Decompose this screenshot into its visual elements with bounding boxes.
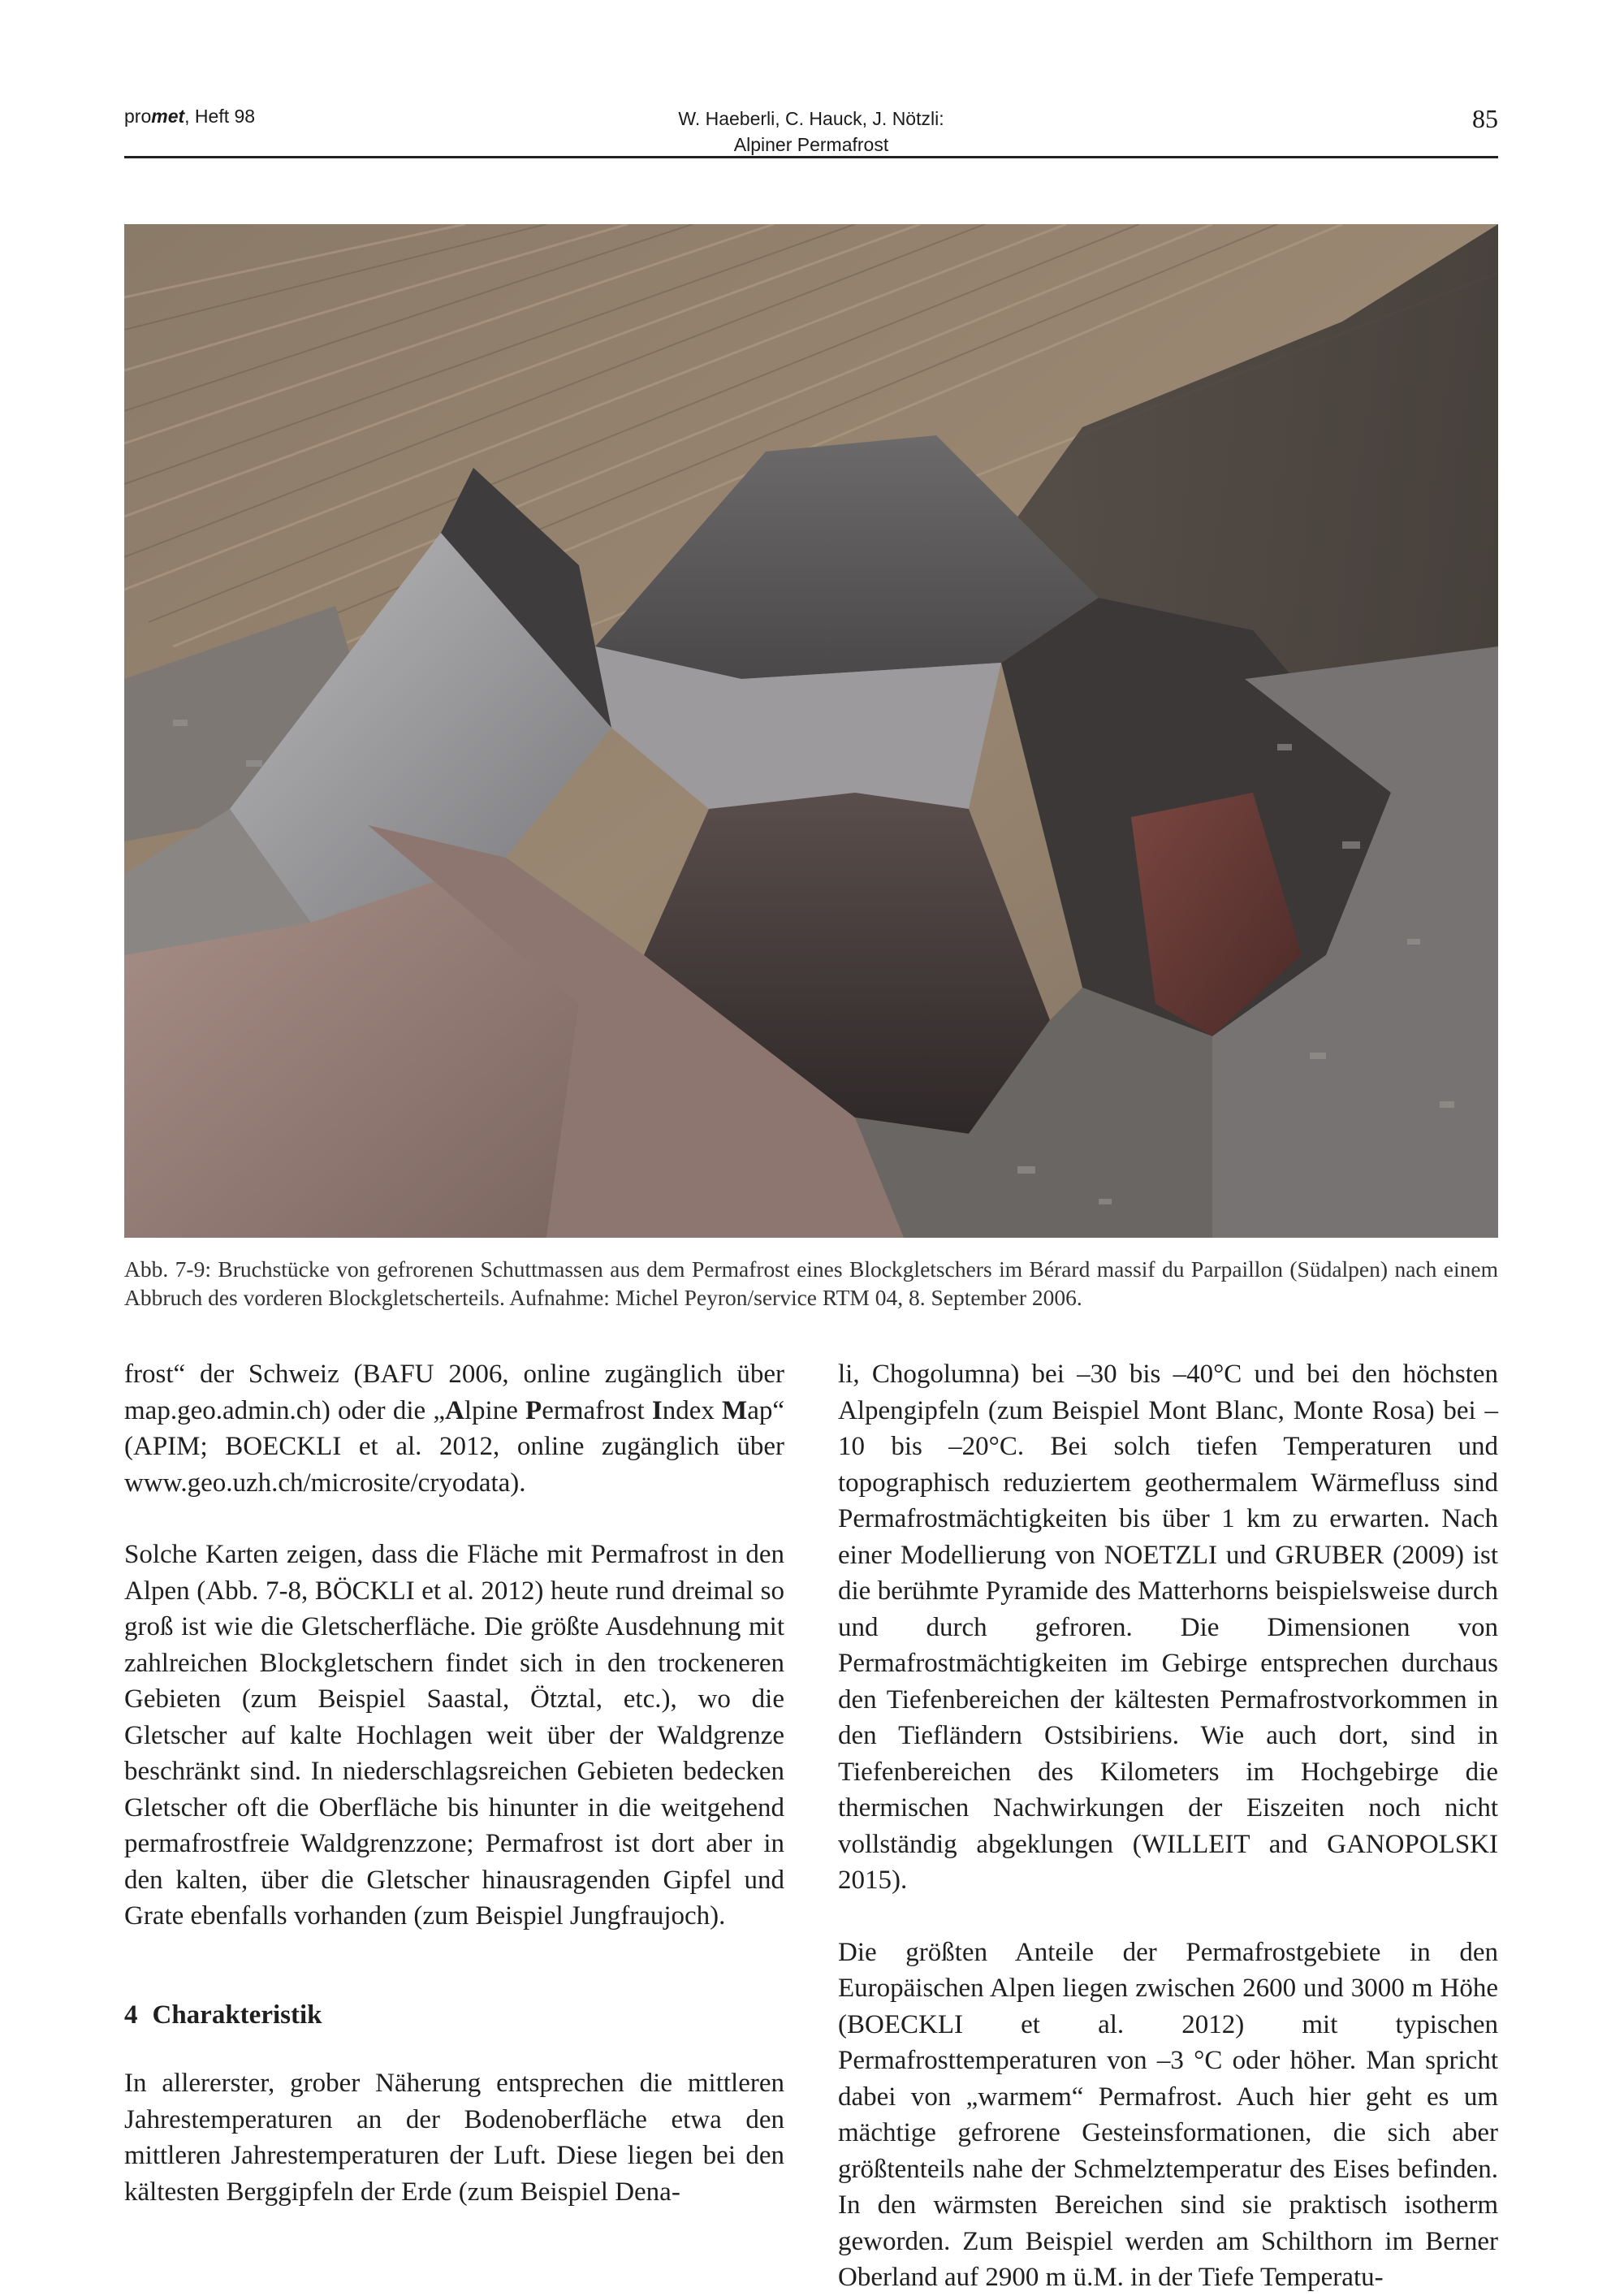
header-rule xyxy=(124,156,1498,158)
right-column xyxy=(838,1356,1498,2296)
page-header xyxy=(124,104,1498,158)
paragraph: Solche Karten zeigen, dass die Fläche mit Permafrost in den Alpen (Abb. 7-8, BÖCKLI et al. 2012) heute rund dreimal so groß ist wie die Gletscherfläche. Die größte Ausdehnung mit zahlreichen Blockgletschern findet sich in den trockeneren Gebieten (zum Beispiel Saastal, Ötztal, etc.), wo die Gletscher auf kalte Hochlagen weit über der Waldgrenze beschränkt sind. In niederschlagsreichen Gebieten bedecken Gletscher oft die Oberfläche bis hinunter in die weitgehend permafrostfreie Waldgrenzzone; Permafrost ist dort aber in den kalten, über die Gletscher hinausragenden Gipfel und Grate ebenfalls vorhanden (zum Beispiel Jungfraujoch). xyxy=(124,1540,784,1931)
figure-caption: Abb. 7-9: Bruchstücke von gefrorenen Schuttmassen aus dem Permafrost eines Blockgletschers im Bérard massif du Parpaillon (Südalpen) nach einem Abbruch des vorderen Blockgletscherteils. Aufnahme: Michel Peyron/service RTM 04, 8. September 2006. xyxy=(124,1256,1498,1310)
left-column xyxy=(124,1356,784,2210)
journal-name: promet, Heft 98 xyxy=(124,106,256,127)
rock-blocks-photo xyxy=(124,224,1498,1238)
article-title: Alpiner Permafrost xyxy=(733,134,889,155)
figure-photo xyxy=(124,224,1498,1238)
paragraph: Die größten Anteile der Permafrostgebiete in den Europäischen Alpen liegen zwischen 2600 und 3000 m Höhe (BOECKLI et al. 2012) mit typischen Permafrosttemperaturen von –3 °C oder höher. Man spricht dabei von „warmem“ Permafrost. Auch hier geht es um mächtige gefrorene Gesteinsformationen, die sich aber größtenteils nahe der Schmelztemperatur des Eises befinden. In den wärmsten Bereichen sind sie praktisch isotherm geworden. Zum Beispiel werden am Schilthorn im Berner Oberland auf 2900 m ü.M. in der Tiefe Temperatu- xyxy=(838,1937,1498,2292)
paragraph: In allererster, grober Näherung entsprechen die mittleren Jahrestemperaturen an der Bodenoberfläche etwa den mittleren Jahrestemperaturen der Luft. Diese liegen bei den kältesten Berggipfeln der Erde (zum Beispiel Dena- xyxy=(124,2069,784,2207)
paragraph: li, Chogolumna) bei –30 bis –40°C und bei den höchsten Alpengipfeln (zum Beispiel Mont Blanc, Monte Rosa) bei –10 bis –20°C. Bei solch tiefen Temperaturen und topographisch reduziertem geothermalem Wärmefluss sind Permafrostmächtigkeiten bis über 1 km zu erwarten. Nach einer Modellierung von NOETZLI und GRUBER (2009) ist die berühmte Pyramide des Matterhorns beispielsweise durch und durch gefroren. Die Dimensionen von Permafrostmächtigkeiten im Gebirge entsprechen durchaus den Tiefenbereichen der kältesten Permafrostvorkommen in den Tiefländern Ostsibiriens. Wie auch dort, sind in Tiefenbereichen des Kilometers im Hochgebirge die thermischen Nachwirkungen der Eiszeiten noch nicht vollständig abgeklungen (WILLEIT and GANOPOLSKI 2015). xyxy=(838,1360,1498,1895)
running-title xyxy=(124,106,1498,158)
paragraph: frost“ der Schweiz (BAFU 2006, online zugänglich über map.geo.admin.ch) oder die „Alpine Permafrost Index Map“ (APIM; BOECKLI et al. 2012, online zugänglich über www.geo.uzh.ch/microsite/cryodata). xyxy=(124,1360,784,1498)
authors: W. Haeberli, C. Hauck, J. Nötzli: xyxy=(678,108,944,129)
page-number: 85 xyxy=(1472,104,1498,133)
section-heading: 4 Charakteristik xyxy=(124,2000,322,2030)
